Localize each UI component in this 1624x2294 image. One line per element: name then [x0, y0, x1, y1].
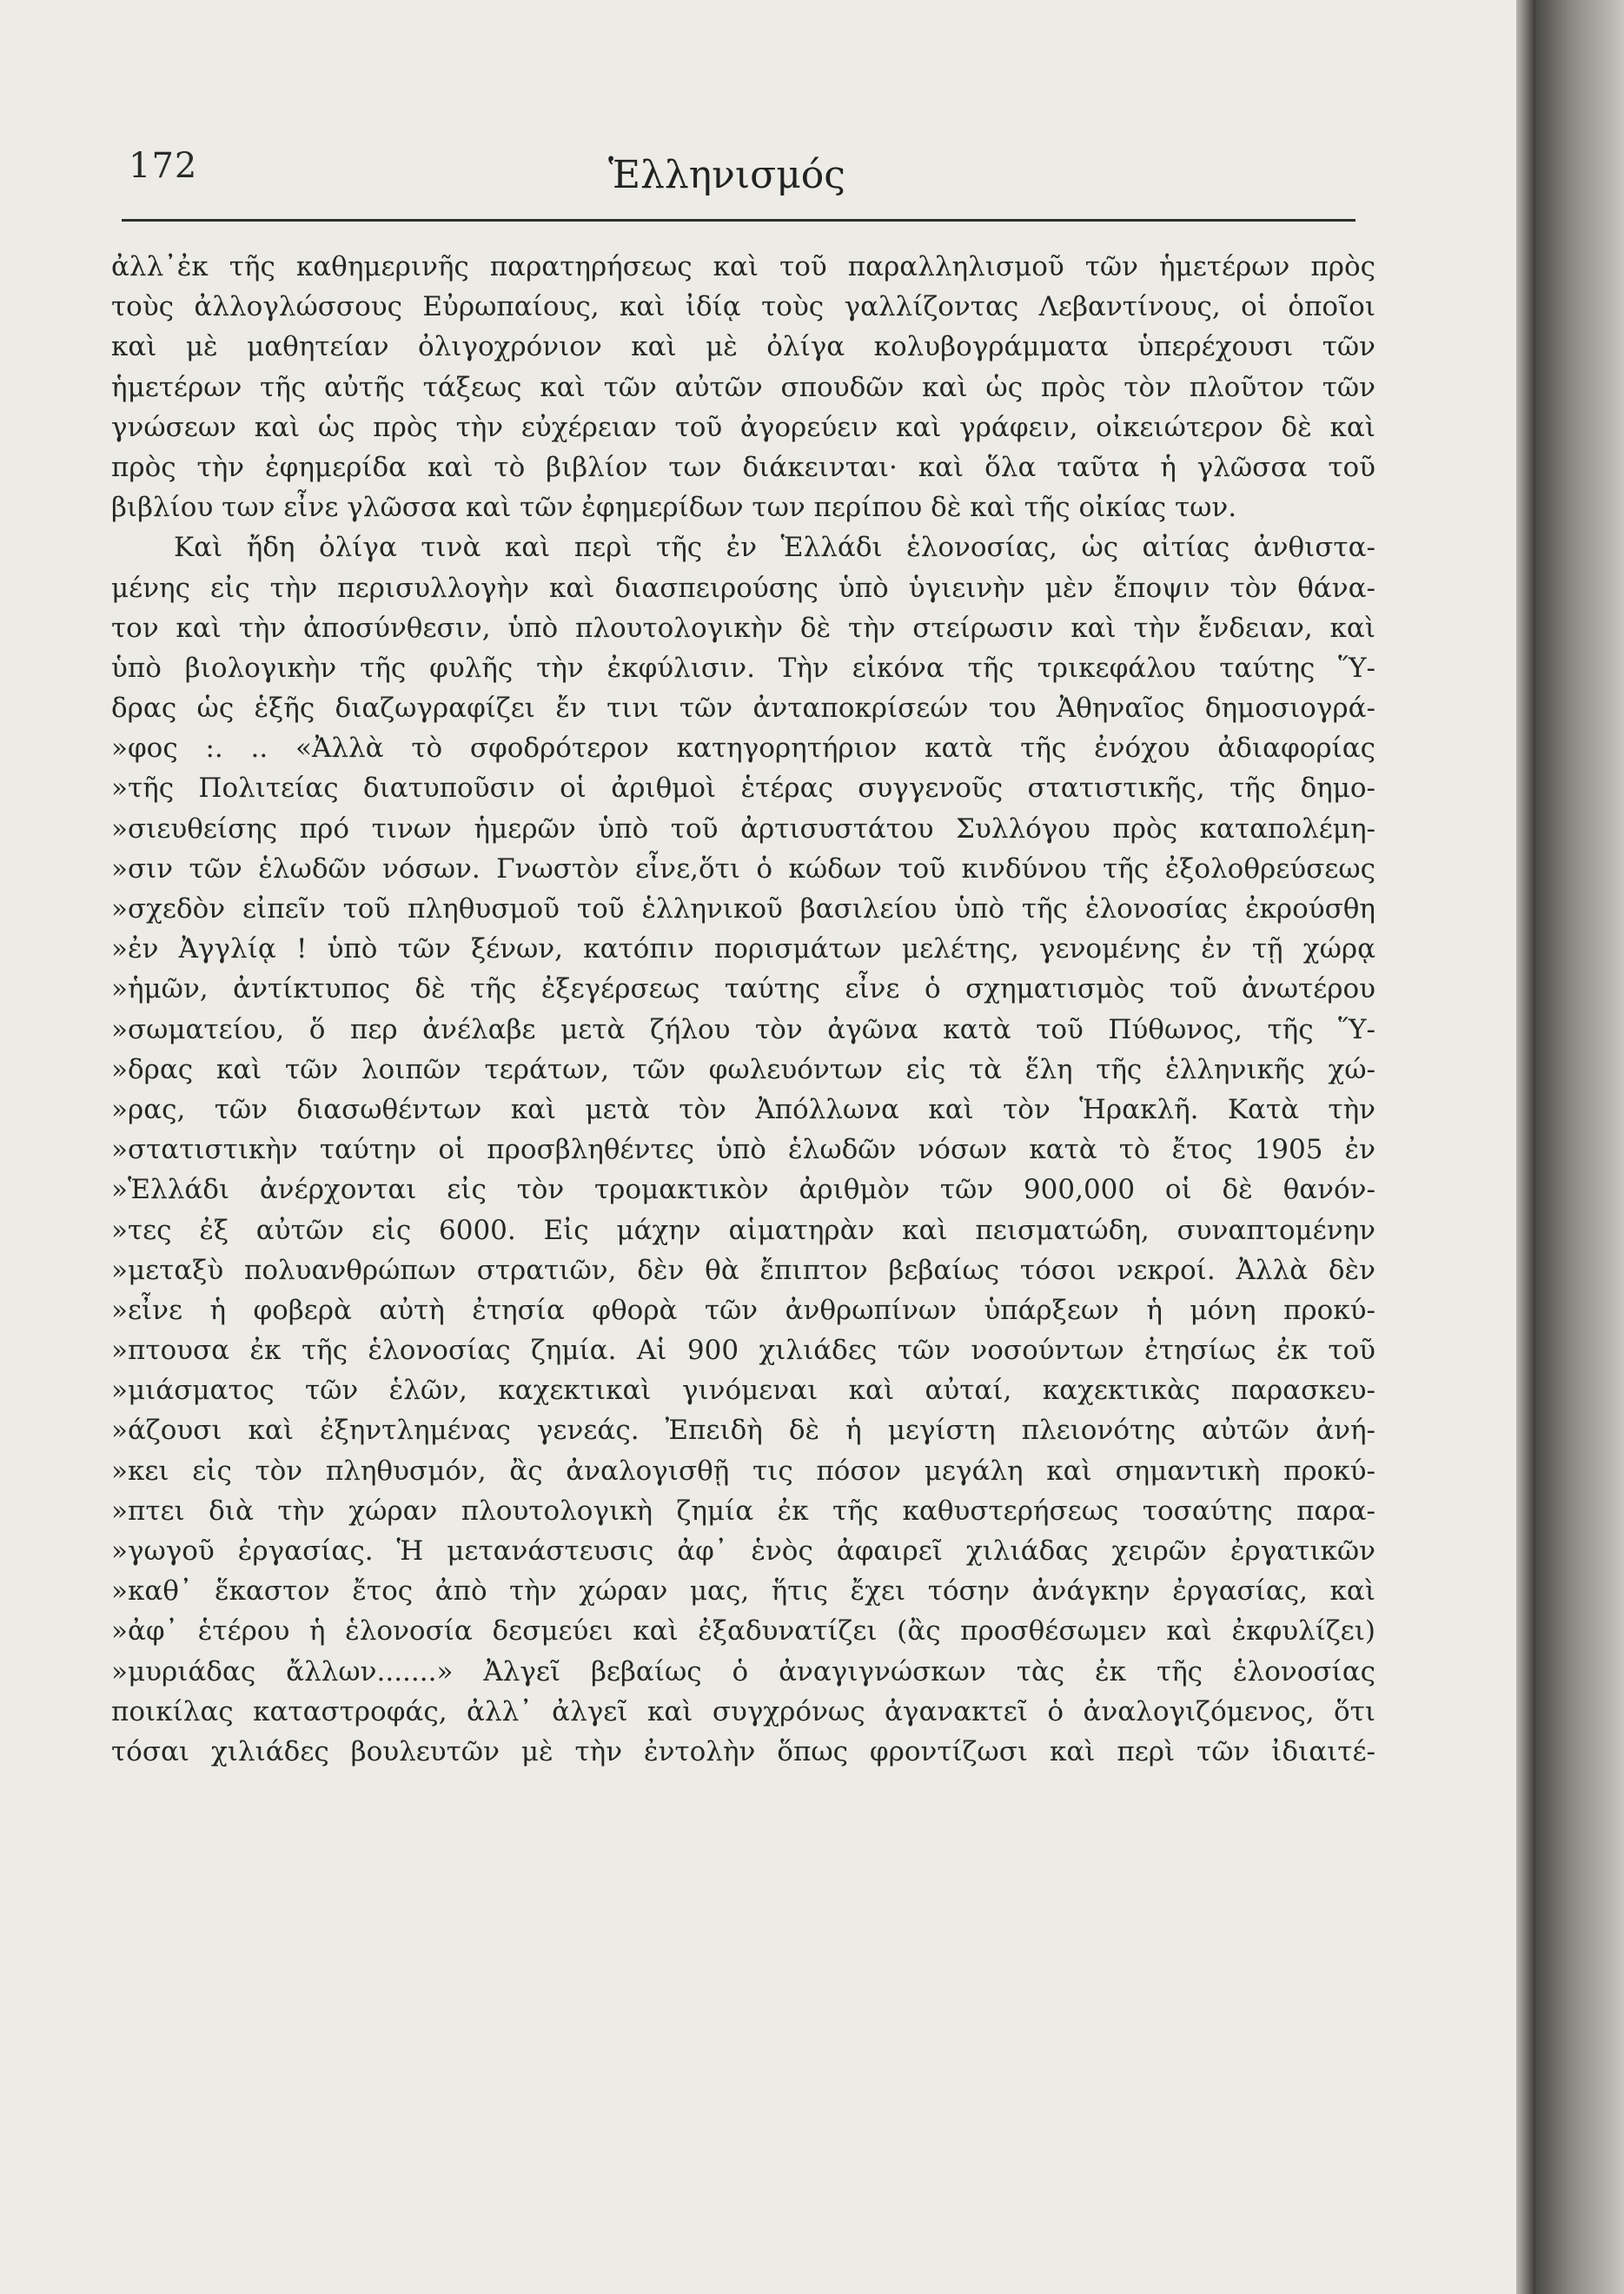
- text-line: »γωγοῦ ἐργασίας. Ἡ μετανάστευσις ἀφ᾿ ἑνὸς ἀφαιρεῖ χιλιάδας χειρῶν ἐργατικῶν: [111, 1535, 1375, 1567]
- text-line: ὑπὸ βιολογικὴν τῆς φυλῆς τὴν ἐκφύλισιν. Τὴν εἰκόνα τῆς τρικεφάλου ταύτης Ὕ-: [111, 652, 1375, 684]
- text-line: »καθ᾿ ἕκαστον ἔτος ἀπὸ τὴν χώραν μας, ἥτις ἔχει τόσην ἀνάγκην ἐργασίας, καὶ: [111, 1575, 1375, 1608]
- binding-shadow: [1516, 0, 1535, 2294]
- text-line: καὶ μὲ μαθητείαν ὀλιγοχρόνιον καὶ μὲ ὀλίγα κολυβογράμματα ὑπερέχουσι τῶν: [111, 331, 1375, 363]
- text-line: »τῆς Πολιτείας διατυποῦσιν οἱ ἀριθμοὶ ἑτέρας συγγενοῦς στατιστικῆς, τῆς δημο-: [111, 772, 1375, 805]
- text-line: »πτουσα ἐκ τῆς ἑλονοσίας ζημία. Αἱ 900 χιλιάδες τῶν νοσούντων ἐτησίως ἐκ τοῦ: [111, 1335, 1375, 1367]
- text-line: »ἡμῶν, ἀντίκτυπος δὲ τῆς ἐξεγέρσεως ταύτης εἶνε ὁ σχηματισμὸς τοῦ ἀνωτέρου: [111, 973, 1375, 1005]
- text-line: τον καὶ τὴν ἀποσύνθεσιν, ὑπὸ πλουτολογικὴν δὲ τὴν στείρωσιν καὶ τὴν ἔνδειαν, καὶ: [111, 612, 1375, 644]
- text-line: »σιευθείσης πρό τινων ἡμερῶν ὑπὸ τοῦ ἀρτισυστάτου Συλλόγου πρὸς καταπολέμη-: [111, 812, 1375, 845]
- text-line: ἡμετέρων τῆς αὐτῆς τάξεως καὶ τῶν αὐτῶν σπουδῶν καὶ ὡς πρὸς τὸν πλοῦτον τῶν: [111, 371, 1375, 403]
- text-line: »ρας, τῶν διασωθέντων καὶ μετὰ τὸν Ἀπόλλωνα καὶ τὸν Ἡρακλῆ. Κατὰ τὴν: [111, 1093, 1375, 1125]
- text-line: τοὺς ἀλλογλώσσους Εὐρωπαίους, καὶ ἰδίᾳ τοὺς γαλλίζοντας Λεβαντίνους, οἱ ὁποῖοι: [111, 291, 1375, 323]
- page-edge: [1535, 0, 1624, 2294]
- text-line: »κει εἰς τὸν πληθυσμόν, ἂς ἀναλογισθῇ τις πόσον μεγάλη καὶ σημαντικὴ προκύ-: [111, 1455, 1375, 1487]
- text-line: »μεταξὺ πολυανθρώπων στρατιῶν, δὲν θὰ ἔπιπτον βεβαίως τόσοι νεκροί. Ἀλλὰ δὲν: [111, 1254, 1375, 1286]
- text-line: Καὶ ἤδη ὀλίγα τινὰ καὶ περὶ τῆς ἐν Ἑλλάδι ἑλονοσίας, ὡς αἰτίας ἀνθιστα-: [174, 532, 1375, 564]
- text-line: δρας ὡς ἑξῆς διαζωγραφίζει ἔν τινι τῶν ἀνταποκρίσεών του Ἀθηναῖος δημοσιογρά-: [111, 693, 1375, 725]
- text-line: ἀλλ᾿ἐκ τῆς καθημερινῆς παρατηρήσεως καὶ τοῦ παραλληλισμοῦ τῶν ἡμετέρων πρὸς: [111, 251, 1375, 282]
- text-line: »φος :. .. «Ἀλλὰ τὸ σφοδρότερον κατηγορητήριον κατὰ τῆς ἐνόχου ἀδιαφορίας: [111, 733, 1375, 765]
- running-title: Ἑλληνισμός: [608, 153, 845, 197]
- text-line: »σιν τῶν ἑλωδῶν νόσων. Γνωστὸν εἶνε,ὅτι ὁ κώδων τοῦ κινδύνου τῆς ἐξολοθρεύσεως: [111, 852, 1375, 885]
- text-line: »πτει διὰ τὴν χώραν πλουτολογικὴ ζημία ἐκ τῆς καθυστερήσεως τοσαύτης παρα-: [111, 1495, 1375, 1527]
- text-line: μένης εἰς τὴν περισυλλογὴν καὶ διασπειρούσης ὑπὸ ὑγιεινὴν μὲν ἔποψιν τὸν θάνα-: [111, 572, 1375, 604]
- text-line: βιβλίου των εἶνε γλῶσσα καὶ τῶν ἐφημερίδων των περίπου δὲ καὶ τῆς οἰκίας των.: [111, 492, 1237, 524]
- text-line: »Ἑλλάδι ἀνέρχονται εἰς τὸν τρομακτικὸν ἀριθμὸν τῶν 900,000 οἱ δὲ θανόν-: [111, 1174, 1375, 1206]
- text-line: »ἐν Ἀγγλίᾳ ! ὑπὸ τῶν ξένων, κατόπιν πορισμάτων μελέτης, γενομένης ἐν τῇ χώρᾳ: [111, 933, 1375, 965]
- text-line: »σχεδὸν εἰπεῖν τοῦ πληθυσμοῦ τοῦ ἑλληνικοῦ βασιλείου ὑπὸ τῆς ἑλονοσίας ἐκρούσθη: [111, 893, 1375, 925]
- text-line: πρὸς τὴν ἐφημερίδα καὶ τὸ βιβλίον των διάκεινται· καὶ ὅλα ταῦτα ἡ γλῶσσα τοῦ: [111, 451, 1375, 483]
- text-line: »εἶνε ἡ φοβερὰ αὐτὴ ἐτησία φθορὰ τῶν ἀνθρωπίνων ὑπάρξεων ἡ μόνη προκύ-: [111, 1294, 1375, 1326]
- body-text: [111, 247, 1375, 1772]
- text-line: γνώσεων καὶ ὡς πρὸς τὴν εὐχέρειαν τοῦ ἀγορεύειν καὶ γράφειν, οἰκειώτερον δὲ καὶ: [111, 411, 1375, 443]
- text-line: »στατιστικὴν ταύτην οἱ προσβληθέντες ὑπὸ ἑλωδῶν νόσων κατὰ τὸ ἔτος 1905 ἐν: [111, 1134, 1375, 1166]
- page-number: 172: [129, 146, 198, 186]
- text-line: τόσαι χιλιάδες βουλευτῶν μὲ τὴν ἐντολὴν ὅπως φροντίζωσι καὶ περὶ τῶν ἰδιαιτέ-: [111, 1735, 1375, 1767]
- text-line: »τες ἐξ αὐτῶν εἰς 6000. Εἰς μάχην αἱματηρὰν καὶ πεισματώδη, συναπτομένην: [111, 1214, 1375, 1246]
- text-line: »σωματείου, ὅ περ ἀνέλαβε μετὰ ζήλου τὸν ἀγῶνα κατὰ τοῦ Πύθωνος, τῆς Ὕ-: [111, 1013, 1375, 1045]
- page-header: [0, 0, 1522, 235]
- text-line: »δρας καὶ τῶν λοιπῶν τεράτων, τῶν φωλευόντων εἰς τὰ ἕλη τῆς ἑλληνικῆς χώ-: [111, 1053, 1375, 1085]
- text-line: »μυριάδας ἄλλων.......» Ἀλγεῖ βεβαίως ὁ ἀναγιγνώσκων τὰς ἐκ τῆς ἑλονοσίας: [111, 1655, 1375, 1687]
- text-line: »μιάσματος τῶν ἑλῶν, καχεκτικαὶ γινόμεναι καὶ αὐταί, καχεκτικὰς παρασκευ-: [111, 1375, 1375, 1407]
- header-rule: [122, 219, 1356, 222]
- text-line: »ἀφ᾿ ἑτέρου ἡ ἑλονοσία δεσμεύει καὶ ἐξαδυνατίζει (ἂς προσθέσωμεν καὶ ἐκφυλίζει): [111, 1615, 1375, 1648]
- text-line: »άζουσι καὶ ἐξηντλημένας γενεάς. Ἐπειδὴ δὲ ἡ μεγίστη πλειονότης αὐτῶν ἀνή-: [111, 1415, 1375, 1447]
- text-line: ποικίλας καταστροφάς, ἀλλ᾿ ἀλγεῖ καὶ συγχρόνως ἀγανακτεῖ ὁ ἀναλογιζόμενος, ὅτι: [111, 1695, 1375, 1727]
